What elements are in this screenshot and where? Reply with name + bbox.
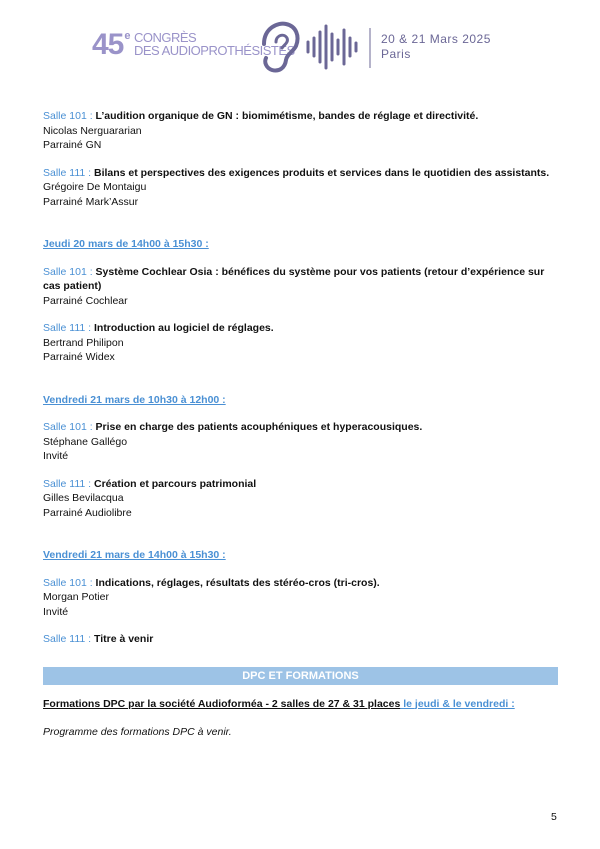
page-number: 5 — [551, 811, 557, 823]
session-title: Création et parcours patrimonial — [93, 477, 257, 490]
speaker: Grégoire De Montaigu — [43, 181, 147, 193]
session-block — [43, 576, 558, 620]
session-block — [43, 166, 558, 210]
session-block — [43, 109, 558, 153]
sponsor: Parrainé Mark’Assur — [43, 195, 139, 208]
sponsor: Parrainé GN — [43, 139, 102, 151]
room-label: Salle 101 : — [43, 110, 93, 122]
speaker: Gilles Bevilacqua — [43, 492, 124, 504]
ear-soundwave-logo-icon — [254, 18, 372, 76]
congress-line-1: CONGRÈS — [134, 30, 197, 45]
day-heading: Jeudi 20 mars de 14h00 à 15h30 : — [43, 238, 209, 250]
page-header — [0, 0, 600, 80]
formations-days: le jeudi & le vendredi : — [400, 697, 515, 710]
schedule-content — [43, 109, 558, 740]
congress-line-2: DES AUDIOPROTHÉSISTES — [134, 43, 295, 58]
session-block — [43, 321, 558, 365]
session-block — [43, 420, 558, 464]
room-label: Salle 111 : — [43, 322, 92, 334]
speaker: Bertrand Philipon — [43, 336, 124, 349]
sponsor: Invité — [43, 605, 69, 618]
dpc-banner: DPC ET FORMATIONS — [43, 667, 558, 685]
session-block — [43, 477, 558, 521]
formations-title: Formations DPC par la société Audioforméa - 2 salles de 27 & 31 places — [43, 697, 401, 710]
speaker: Nicolas Nerguararian — [43, 124, 142, 137]
formations-line — [43, 697, 558, 712]
session-title: L’audition organique de GN : biomimétisme, bandes de réglage et directivité. — [95, 110, 479, 122]
day-heading: Vendredi 21 mars de 14h00 à 15h30 : — [43, 549, 226, 561]
room-label: Salle 111 : — [43, 477, 92, 490]
session-block — [43, 632, 558, 647]
room-label: Salle 111 : — [43, 166, 92, 179]
session-title: Bilans et perspectives des exigences produits et services dans le quotidien des assistants. — [93, 166, 550, 179]
speaker: Morgan Potier — [43, 591, 109, 603]
sponsor: Parrainé Audiolibre — [43, 506, 132, 519]
programme-note: Programme des formations DPC à venir. — [43, 726, 232, 738]
session-title: Indications, réglages, résultats des stéréo-cros (tri-cros). — [95, 576, 380, 589]
sponsor: Parrainé Widex — [43, 351, 115, 363]
session-title: Système Cochlear Osia : bénéfices du système pour vos patients (retour d’expérience sur cas patient) — [43, 265, 545, 292]
congress-city: Paris — [381, 47, 411, 61]
speaker: Stéphane Gallégo — [43, 435, 128, 448]
room-label: Salle 101 : — [43, 421, 93, 433]
day-heading: Vendredi 21 mars de 10h30 à 12h00 : — [43, 393, 226, 406]
session-title: Introduction au logiciel de réglages. — [93, 322, 274, 334]
edition-number: 45e — [92, 28, 130, 61]
sponsor: Parrainé Cochlear — [43, 294, 128, 307]
room-label: Salle 101 : — [43, 265, 93, 278]
room-label: Salle 101 : — [43, 576, 93, 589]
session-title: Titre à venir — [93, 633, 154, 645]
room-label: Salle 111 : — [43, 633, 92, 645]
session-title: Prise en charge des patients acouphéniques et hyperacousiques. — [95, 421, 423, 433]
sponsor: Invité — [43, 450, 69, 462]
session-block — [43, 265, 558, 309]
congress-dates: 20 & 21 Mars 2025 — [381, 32, 491, 46]
